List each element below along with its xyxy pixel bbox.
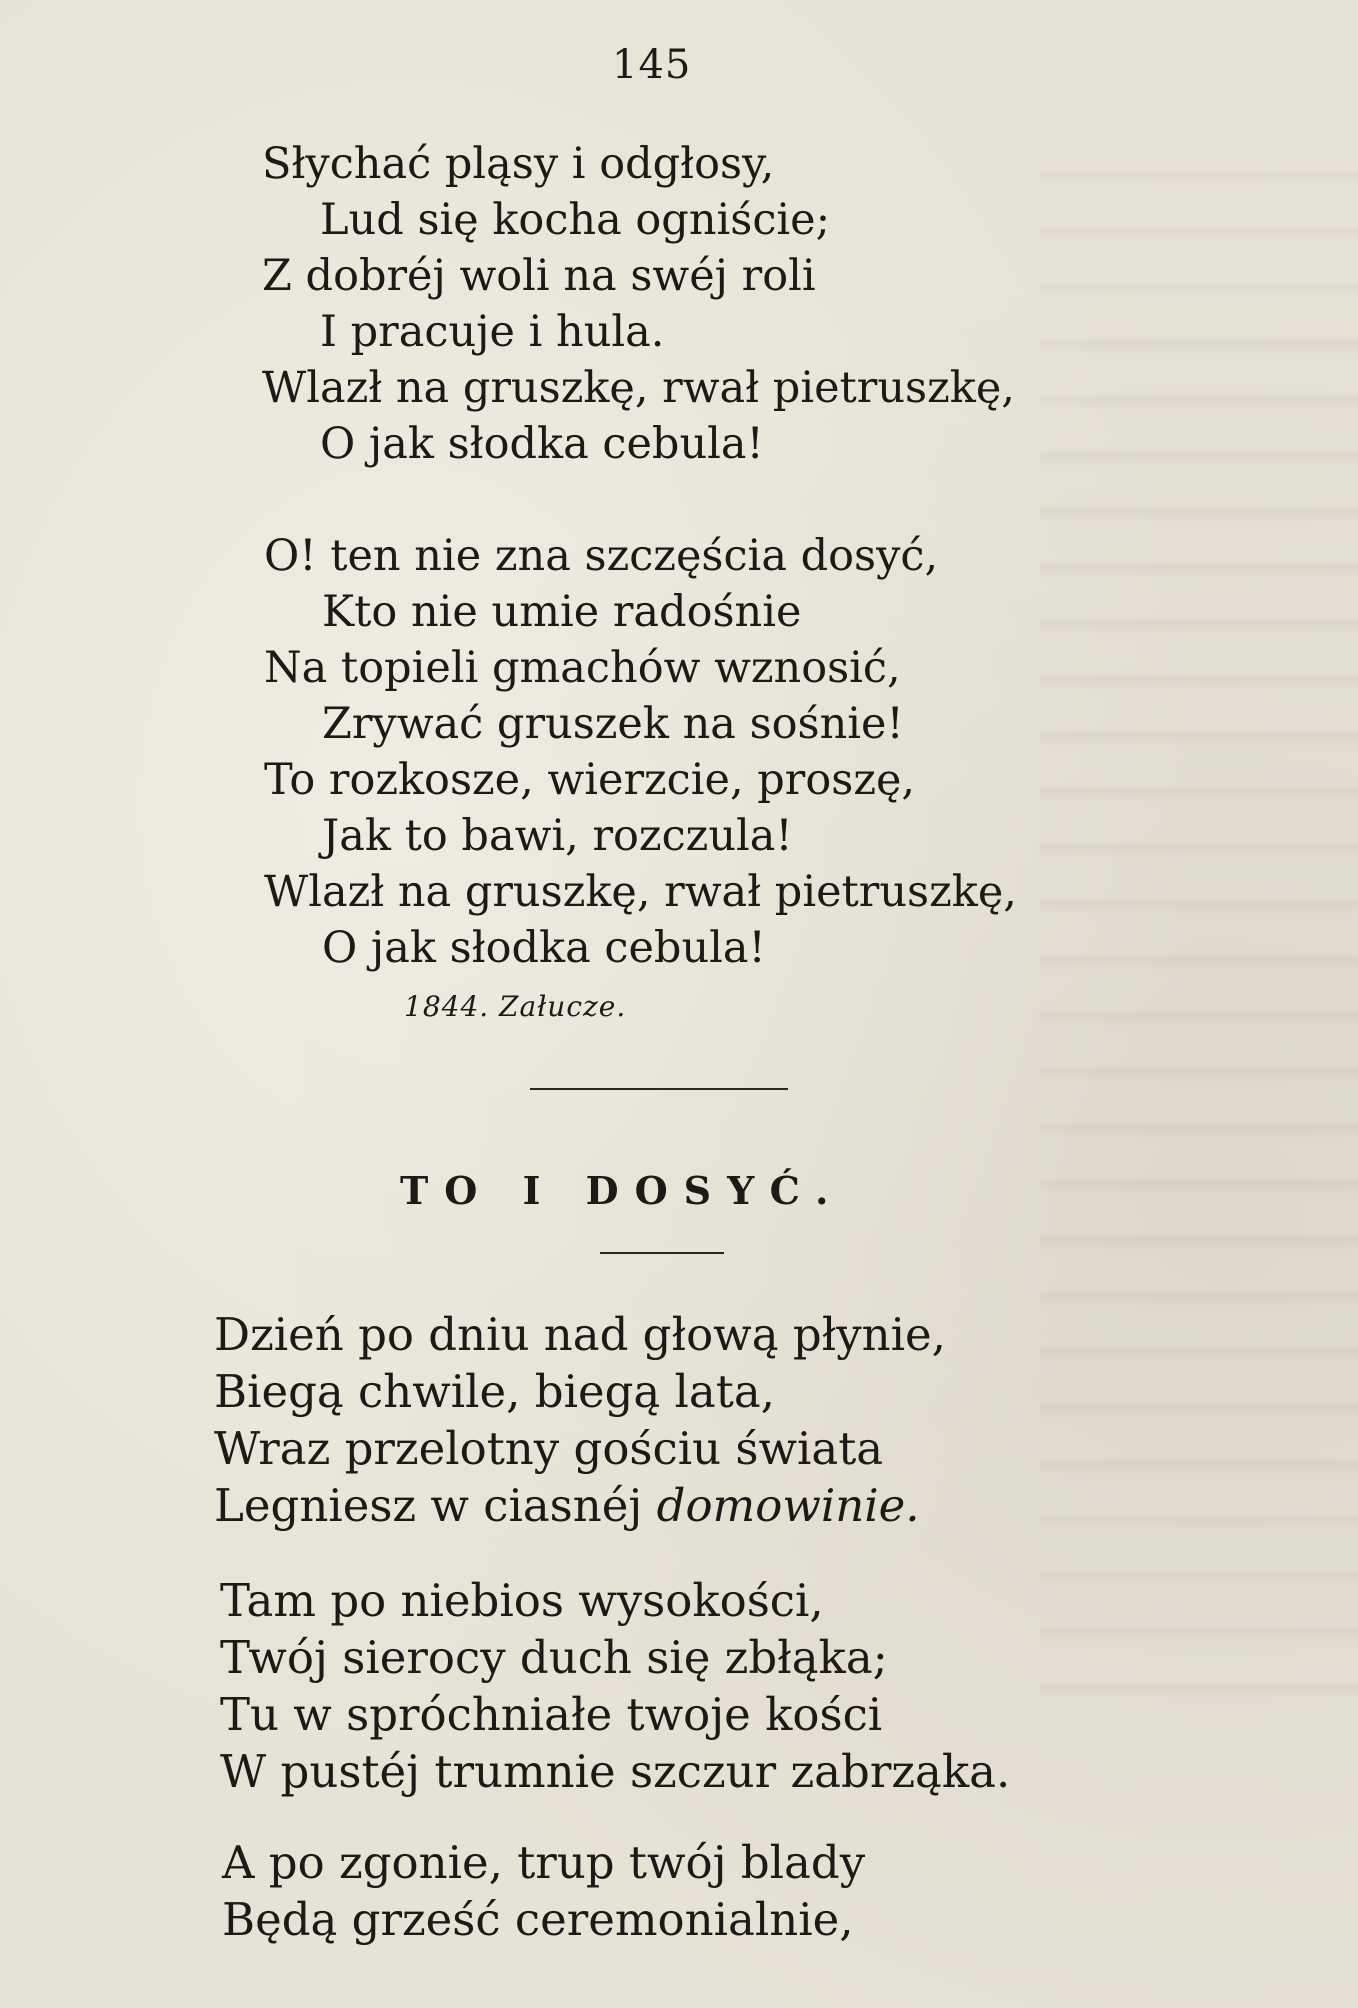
verse-line: Będą grześć ceremonialnie, <box>222 1893 854 1946</box>
stanza-2 <box>264 528 1017 976</box>
italic-word: domowinie. <box>656 1479 920 1532</box>
stanza-3 <box>214 1306 946 1534</box>
verse-line: Kto nie umie radośnie <box>322 587 802 637</box>
verse-line <box>214 1477 946 1534</box>
verse-line: O jak słodka cebula! <box>322 923 766 973</box>
verse-line: Na topieli gmachów wznosić, <box>264 643 901 693</box>
verse-line: Tu w spróchniałe twoje kości <box>220 1688 883 1741</box>
bleed-through-shadow <box>1040 130 1358 1730</box>
verse-line: O! ten nie zna szczęścia dosyć, <box>264 531 939 581</box>
verse-line: Lud się kocha ogniście; <box>320 195 831 245</box>
verse-line: A po zgonie, trup twój blady <box>222 1836 866 1889</box>
verse-line: I pracuje i hula. <box>320 307 665 357</box>
verse-line: Słychać pląsy i odgłosy, <box>262 139 775 189</box>
stanza-4 <box>220 1572 1010 1800</box>
verse-line: Jak to bawi, rozczula! <box>322 811 793 861</box>
verse-line: Wlazł na gruszkę, rwał pietruszkę, <box>262 363 1015 413</box>
verse-line: W pustéj trumnie szczur zabrząka. <box>220 1745 1011 1798</box>
verse-line: To rozkosze, wierzcie, proszę, <box>264 755 916 805</box>
verse-line: Tam po niebios wysokości, <box>220 1574 824 1627</box>
verse-line: Z dobréj woli na swéj roli <box>262 251 816 301</box>
poem-title: TO I DOSYĆ. <box>400 1168 845 1213</box>
verse-line: Wraz przelotny gościu świata <box>214 1422 884 1475</box>
verse-line: O jak słodka cebula! <box>320 419 764 469</box>
verse-line: Biegą chwile, biegą lata, <box>214 1365 775 1418</box>
verse-line: Dzień po dniu nad głową płynie, <box>214 1308 946 1361</box>
verse-line-text: Legniesz w ciasnéj <box>214 1479 643 1532</box>
section-divider <box>530 1088 788 1090</box>
verse-line: Wlazł na gruszkę, rwał pietruszkę, <box>264 867 1017 917</box>
verse-line: Twój sierocy duch się zbłąka; <box>220 1631 888 1684</box>
poem-dateline: 1844. Załucze. <box>404 990 627 1023</box>
title-underline <box>600 1252 724 1254</box>
verse-line: Zrywać gruszek na sośnie! <box>322 699 904 749</box>
page-number: 145 <box>612 42 692 88</box>
stanza-1 <box>262 136 1015 472</box>
stanza-5 <box>222 1834 865 1948</box>
